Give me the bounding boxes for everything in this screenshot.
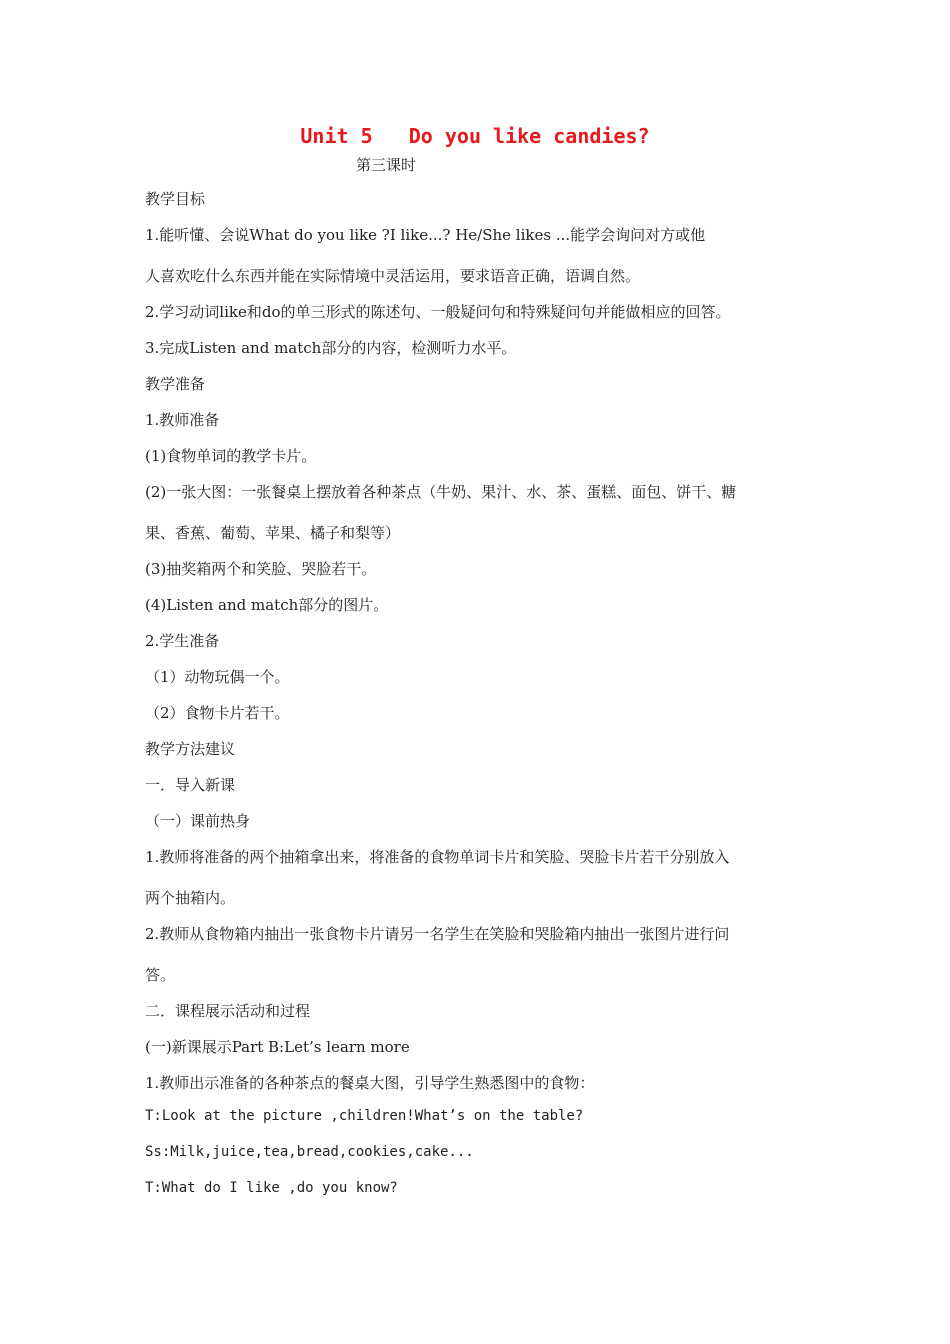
text-line: 2.教师从食物箱内抽出一张食物卡片请另一名学生在笑脸和哭脸箱内抽出一张图片进行问 [145, 925, 730, 943]
text-line: 二．课程展示活动和过程 [145, 1002, 311, 1020]
text-line: (2)一张大图：一张餐桌上摆放着各种茶点（牛奶、果汁、水、茶、蛋糕、面包、饼干、糖 [145, 483, 737, 501]
text-line: 1.教师将准备的两个抽箱拿出来，将准备的食物单词卡片和笑脸、哭脸卡片若干分别放入 [145, 848, 730, 866]
dialogue-line: Ss:Milk,juice,tea,bread,cookies,cake... [145, 1144, 474, 1160]
text-line: 3.完成Listen and match部分的内容，检测听力水平。 [145, 339, 517, 357]
text-line: （一）课前热身 [145, 812, 251, 830]
text-line: 答。 [145, 966, 176, 984]
text-line: (4)Listen and match部分的图片。 [145, 596, 389, 614]
section-heading-preparation: 教学准备 [145, 375, 206, 393]
text-line: 2.学生准备 [145, 632, 220, 650]
lesson-subtitle: 第三课时 [356, 156, 417, 174]
dialogue-line: T:What do I like ,do you know? [145, 1180, 398, 1196]
text-line: （2）食物卡片若干。 [145, 704, 290, 722]
text-line: 两个抽箱内。 [145, 889, 236, 907]
text-line: 2.学习动词like和do的单三形式的陈述句、一般疑问句和特殊疑问句并能做相应的回答。 [145, 303, 731, 321]
text-line: 1.能听懂、会说What do you like ?I like...? He/She likes ...能学会询问对方或他 [145, 226, 706, 244]
text-line: 人喜欢吃什么东西并能在实际情境中灵活运用，要求语音正确，语调自然。 [145, 267, 641, 285]
section-heading-methods: 教学方法建议 [145, 740, 236, 758]
text-line: (1)食物单词的教学卡片。 [145, 447, 317, 465]
text-line: (一)新课展示Part B:Let’s learn more [145, 1038, 410, 1056]
text-line: （1）动物玩偶一个。 [145, 668, 290, 686]
text-line: 1.教师出示准备的各种茶点的餐桌大图，引导学生熟悉图中的食物： [145, 1074, 595, 1092]
text-line: (3)抽奖箱两个和笑脸、哭脸若干。 [145, 560, 377, 578]
text-line: 果、香蕉、葡萄、苹果、橘子和梨等） [145, 524, 401, 542]
section-heading-objectives: 教学目标 [145, 190, 206, 208]
text-line: 1.教师准备 [145, 411, 220, 429]
text-line: 一．导入新课 [145, 776, 236, 794]
dialogue-line: T:Look at the picture ,children!What’s on the table? [145, 1108, 584, 1124]
document-title: Unit 5 Do you like candies? [300, 124, 650, 148]
